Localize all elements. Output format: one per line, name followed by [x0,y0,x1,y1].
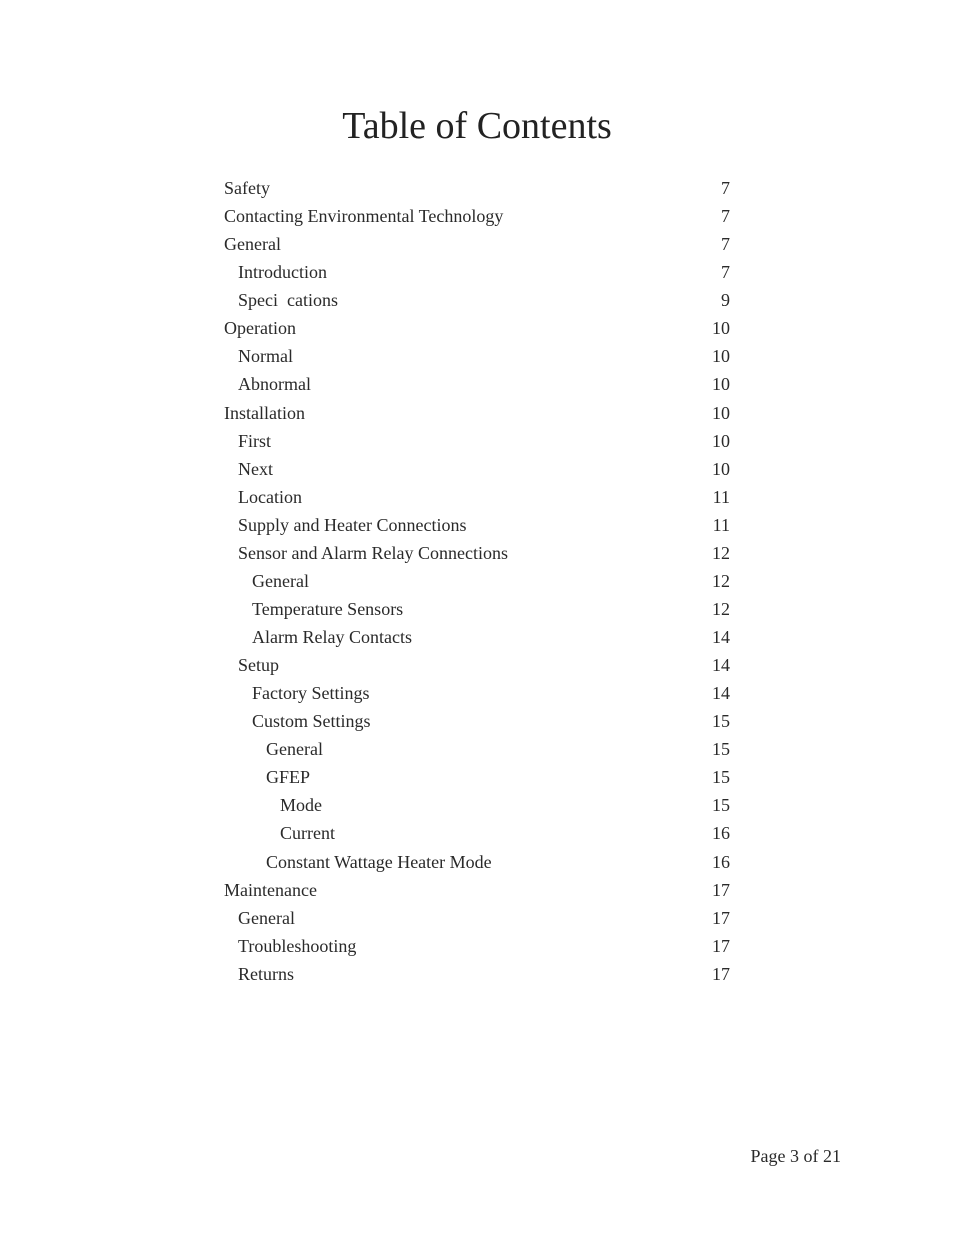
toc-entry[interactable] [224,904,730,932]
toc-entry-title: Custom Settings [252,711,371,732]
toc-entry[interactable] [224,567,730,595]
toc-entry-title: Installation [224,402,305,423]
toc-entry[interactable] [224,876,730,904]
toc-entry-title: Sensor and Alarm Relay Connections [238,542,508,563]
toc-entry-title: Contacting Environmental Technology [224,206,504,227]
toc-entry-title: Alarm Relay Contacts [252,627,412,647]
toc-entry-page-number: 17 [712,963,730,984]
toc-entry[interactable] [224,791,730,819]
toc-entry-title: Temperature Sensors [252,598,404,619]
toc-entry-title: Mode [280,795,322,816]
toc-entry-title: Setup [238,655,280,676]
toc-entry[interactable] [224,314,730,342]
toc-entry-title: General [266,739,323,760]
toc-entry-page-number: 10 [712,346,730,367]
toc-entry-page-number: 11 [712,514,730,535]
toc-entry-page-number: 12 [712,598,730,619]
toc-entry[interactable] [224,848,730,876]
toc-entry-title: General [238,907,295,928]
toc-entry-page-number: 7 [721,178,730,198]
toc-entry-page-number: 17 [712,935,730,956]
toc-entry-page-number: 7 [721,262,730,283]
toc-entry[interactable] [224,932,730,960]
toc-entry[interactable] [224,174,730,202]
toc-entry-title: Normal [238,346,293,367]
toc-entry-page-number: 16 [712,823,730,844]
toc-entry[interactable] [224,455,730,483]
toc-entry-title: Returns [238,963,294,984]
toc-entry-title: General [224,234,281,255]
toc-entry[interactable] [224,960,730,988]
toc-entry-title: GFEP [266,767,311,788]
toc-entry-page-number: 17 [712,879,730,900]
page-number: Page 3 of 21 [750,1146,841,1166]
toc-entry[interactable] [224,230,730,258]
toc-entry[interactable] [224,370,730,398]
toc-entry[interactable] [224,539,730,567]
toc-entry-title: Factory Settings [252,683,370,704]
toc-entry[interactable] [224,427,730,455]
toc-entry-title: Abnormal [238,374,311,395]
toc-entry[interactable] [224,511,730,539]
toc-entry[interactable] [224,202,730,230]
toc-entry[interactable] [224,483,730,511]
page-title: Table of Contents [342,105,612,147]
toc-entry[interactable] [224,286,730,314]
toc-entry-title: Troubleshooting [238,935,357,956]
toc-entry-page-number: 9 [721,290,730,311]
toc-entry-title: Maintenance [224,879,317,900]
toc-entry[interactable] [224,819,730,847]
toc-entry-title: Next [238,458,273,479]
toc-entry-title: Speci cations [238,290,338,311]
toc-entry[interactable] [224,595,730,623]
toc-entry[interactable] [224,707,730,735]
toc-entry-page-number: 10 [712,374,730,395]
toc-entry-title: General [252,570,309,591]
toc-entry[interactable] [224,651,730,679]
toc-entry-page-number: 14 [712,655,730,676]
toc-entry-page-number: 7 [721,234,730,255]
toc-entry-page-number: 15 [712,711,730,732]
toc-entry-page-number: 17 [712,907,730,928]
toc-entry-title: Current [280,823,335,844]
toc-entry-page-number: 10 [712,402,730,423]
toc-entry-page-number: 7 [721,206,730,227]
toc-entry-title: Operation [224,318,296,339]
toc-entry-title: Safety [224,178,270,198]
toc-entry-page-number: 10 [712,318,730,339]
toc-entry-title: First [238,430,272,451]
toc-entry-page-number: 10 [712,430,730,451]
toc-entry-page-number: 15 [712,767,730,788]
toc-entry-title: Supply and Heater Connections [238,514,467,535]
toc-entry[interactable] [224,342,730,370]
toc-entry-page-number: 15 [712,795,730,816]
toc-entry[interactable] [224,763,730,791]
toc-entry[interactable] [224,679,730,707]
toc-entry-page-number: 16 [712,851,730,872]
toc-entry[interactable] [224,623,730,651]
toc-entry-page-number: 14 [712,627,730,647]
toc-entry-page-number: 15 [712,739,730,760]
table-of-contents-list [224,174,730,988]
toc-entry-page-number: 12 [712,570,730,591]
toc-entry[interactable] [224,735,730,763]
toc-entry-page-number: 10 [712,458,730,479]
toc-entry[interactable] [224,258,730,286]
toc-entry[interactable] [224,399,730,427]
toc-entry-title: Constant Wattage Heater Mode [266,851,492,872]
toc-entry-title: Introduction [238,262,327,283]
toc-entry-page-number: 11 [712,486,730,507]
toc-entry-page-number: 12 [712,542,730,563]
toc-entry-page-number: 14 [712,683,730,704]
toc-entry-title: Location [238,486,302,507]
